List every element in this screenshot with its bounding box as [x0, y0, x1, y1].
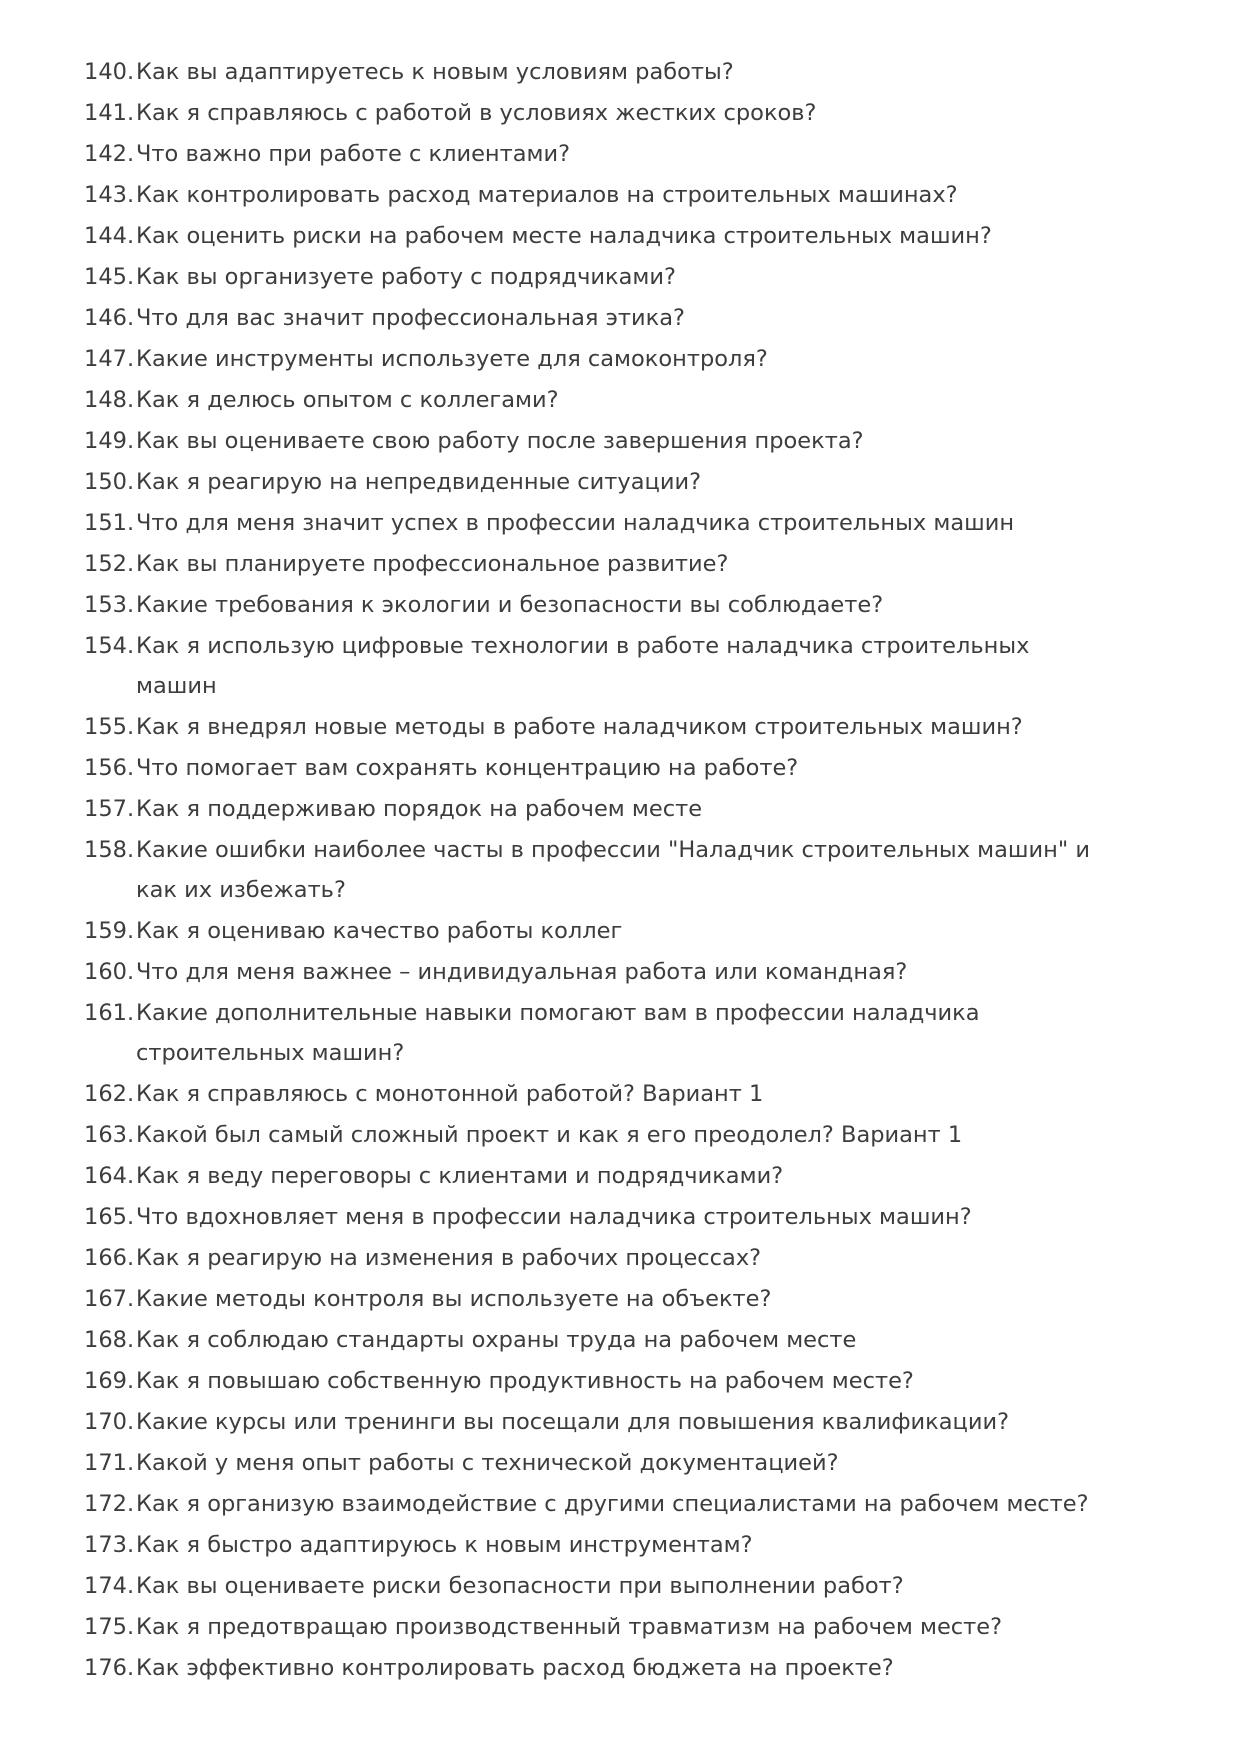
list-item-text: Какие требования к экологии и безопасности вы соблюдаете? [136, 592, 884, 618]
question-list [84, 52, 1155, 1688]
list-item-text: Как я справляюсь с монотонной работой? Вариант 1 [136, 1081, 764, 1107]
list-item [84, 1402, 1096, 1442]
list-item [84, 1484, 1096, 1524]
list-item [84, 257, 1096, 297]
list-item [84, 339, 1096, 379]
list-item-text: Как оценить риски на рабочем месте наладчика строительных машин? [136, 223, 992, 249]
list-item-text: Как вы организуете работу с подрядчиками? [136, 264, 676, 290]
list-item [84, 1074, 1096, 1114]
list-item [84, 134, 1096, 174]
list-item-text: Какие методы контроля вы используете на объекте? [136, 1286, 772, 1312]
list-item [84, 1648, 1096, 1688]
list-item [84, 1566, 1096, 1606]
list-item-text: Как я повышаю собственную продуктивность на рабочем месте? [136, 1368, 914, 1394]
list-item-text: Как я справляюсь с работой в условиях жестких сроков? [136, 100, 817, 126]
list-item-number: 150. [84, 469, 135, 495]
list-item-text: Как я оцениваю качество работы коллег [136, 918, 623, 944]
list-item-number: 142. [84, 141, 135, 167]
list-item-text: Что для меня важнее – индивидуальная работа или командная? [136, 959, 908, 985]
list-item [84, 1279, 1096, 1319]
list-item-number: 168. [84, 1327, 135, 1353]
list-item-text: Как я внедрял новые методы в работе наладчиком строительных машин? [136, 714, 1023, 740]
list-item-text: Какой был самый сложный проект и как я его преодолел? Вариант 1 [136, 1122, 963, 1148]
list-item-text: Какие ошибки наиболее часты в профессии "Наладчик строительных машин" и как их избежать? [136, 837, 1090, 903]
list-item [84, 1197, 1096, 1237]
list-item [84, 380, 1096, 420]
list-item-text: Как я быстро адаптируюсь к новым инструментам? [136, 1532, 753, 1558]
list-item-number: 154. [84, 633, 135, 659]
list-item-number: 155. [84, 714, 135, 740]
list-item-number: 159. [84, 918, 135, 944]
list-item [84, 175, 1096, 215]
list-item-number: 173. [84, 1532, 135, 1558]
list-item [84, 1238, 1096, 1278]
list-item-number: 170. [84, 1409, 135, 1435]
list-item-text: Как я организую взаимодействие с другими специалистами на рабочем месте? [136, 1491, 1089, 1517]
list-item-text: Что для меня значит успех в профессии наладчика строительных машин [136, 510, 1015, 536]
list-item [84, 1320, 1096, 1360]
list-item-number: 157. [84, 796, 135, 822]
list-item [84, 1361, 1096, 1401]
list-item-text: Что вдохновляет меня в профессии наладчика строительных машин? [136, 1204, 972, 1230]
list-item [84, 707, 1096, 747]
list-item-number: 141. [84, 100, 135, 126]
list-item-text: Как я реагирую на непредвиденные ситуации? [136, 469, 702, 495]
list-item-number: 164. [84, 1163, 135, 1189]
list-item [84, 1525, 1096, 1565]
list-item [84, 544, 1096, 584]
list-item-text: Что важно при работе с клиентами? [136, 141, 571, 167]
list-item-text: Как вы планируете профессиональное развитие? [136, 551, 729, 577]
list-item-number: 165. [84, 1204, 135, 1230]
list-item-number: 148. [84, 387, 135, 413]
list-item-number: 169. [84, 1368, 135, 1394]
list-item-number: 163. [84, 1122, 135, 1148]
list-item-text: Как я реагирую на изменения в рабочих процессах? [136, 1245, 762, 1271]
list-item [84, 93, 1096, 133]
list-item-number: 153. [84, 592, 135, 618]
list-item [84, 1156, 1096, 1196]
list-item-text: Как контролировать расход материалов на строительных машинах? [136, 182, 958, 208]
list-item-text: Какие дополнительные навыки помогают вам в профессии наладчика строительных машин? [136, 1000, 980, 1066]
list-item [84, 993, 1096, 1073]
list-item-text: Какие курсы или тренинги вы посещали для повышения квалификации? [136, 1409, 1010, 1435]
list-item [84, 1607, 1096, 1647]
list-item-number: 143. [84, 182, 135, 208]
list-item-text: Как я веду переговоры с клиентами и подрядчиками? [136, 1163, 784, 1189]
list-item-number: 161. [84, 1000, 135, 1026]
list-item [84, 52, 1096, 92]
list-item-number: 176. [84, 1655, 135, 1681]
list-item-number: 156. [84, 755, 135, 781]
list-item-text: Как я использую цифровые технологии в работе наладчика строительных машин [136, 633, 1030, 699]
list-item-number: 145. [84, 264, 135, 290]
list-item-number: 147. [84, 346, 135, 372]
list-item-text: Как вы оцениваете риски безопасности при выполнении работ? [136, 1573, 904, 1599]
list-item-number: 171. [84, 1450, 135, 1476]
list-item [84, 1115, 1096, 1155]
list-item-text: Какой у меня опыт работы с технической документацией? [136, 1450, 839, 1476]
list-item [84, 911, 1096, 951]
list-item-number: 146. [84, 305, 135, 331]
list-item [84, 748, 1096, 788]
list-item-number: 174. [84, 1573, 135, 1599]
list-item-text: Какие инструменты используете для самоконтроля? [136, 346, 768, 372]
list-item-text: Как я поддерживаю порядок на рабочем месте [136, 796, 703, 822]
list-item-number: 162. [84, 1081, 135, 1107]
list-item-text: Как вы оцениваете свою работу после завершения проекта? [136, 428, 864, 454]
list-item [84, 952, 1096, 992]
list-item-number: 160. [84, 959, 135, 985]
list-item-text: Как вы адаптируетесь к новым условиям работы? [136, 59, 734, 85]
list-item [84, 216, 1096, 256]
list-item [84, 503, 1096, 543]
list-item-text: Как эффективно контролировать расход бюджета на проекте? [136, 1655, 894, 1681]
list-item-number: 149. [84, 428, 135, 454]
list-item [84, 298, 1096, 338]
list-item-text: Как я соблюдаю стандарты охраны труда на рабочем месте [136, 1327, 857, 1353]
list-item [84, 830, 1096, 910]
list-item-text: Как я предотвращаю производственный травматизм на рабочем месте? [136, 1614, 1003, 1640]
list-item [84, 462, 1096, 502]
list-item-number: 151. [84, 510, 135, 536]
list-item [84, 626, 1096, 706]
list-item-text: Как я делюсь опытом с коллегами? [136, 387, 559, 413]
list-item-number: 167. [84, 1286, 135, 1312]
list-item-number: 140. [84, 59, 135, 85]
list-item [84, 421, 1096, 461]
list-item-number: 144. [84, 223, 135, 249]
list-item-text: Что помогает вам сохранять концентрацию на работе? [136, 755, 799, 781]
list-item-text: Что для вас значит профессиональная этика? [136, 305, 685, 331]
list-item-number: 175. [84, 1614, 135, 1640]
list-item-number: 166. [84, 1245, 135, 1271]
list-item [84, 585, 1096, 625]
list-item [84, 789, 1096, 829]
list-item [84, 1443, 1096, 1483]
list-item-number: 172. [84, 1491, 135, 1517]
list-item-number: 158. [84, 837, 135, 863]
list-item-number: 152. [84, 551, 135, 577]
